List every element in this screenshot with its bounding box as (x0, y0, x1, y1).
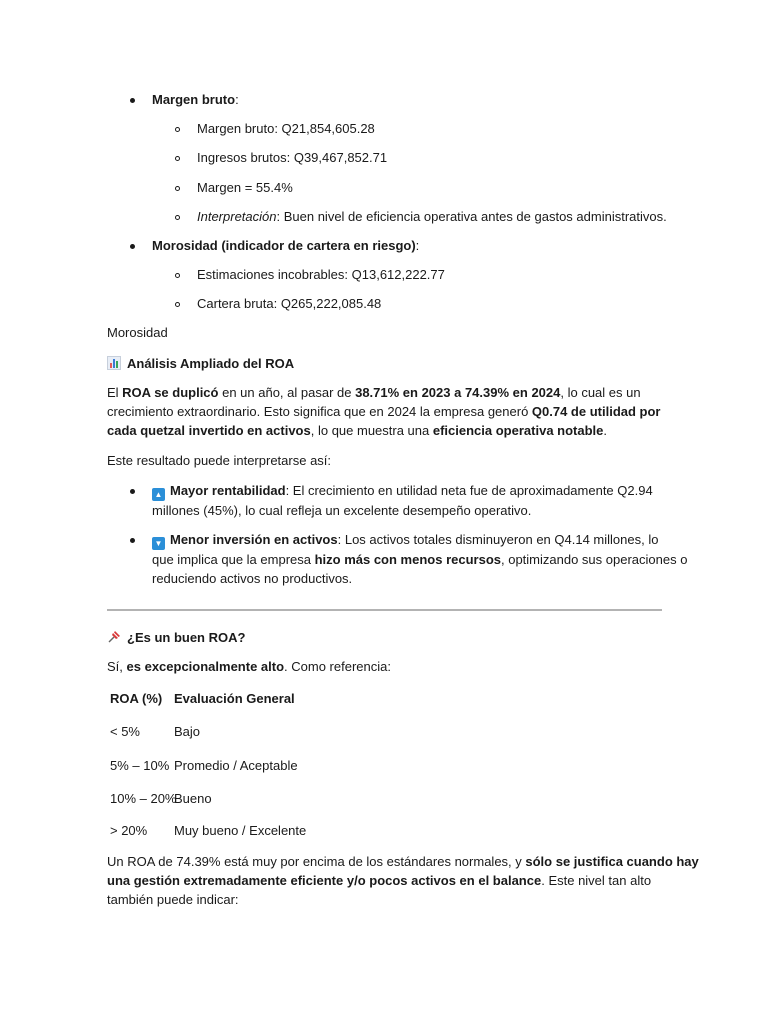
table-header-cell: ROA (%) (110, 691, 163, 706)
list-item: ▲ Mayor rentabilidad: El crecimiento en utilidad neta fue de aproximadamente Q2.94 millones (45%), lo cual refleja un excelente desempeño operativo. (152, 483, 653, 518)
analisis-paragraph: El ROA se duplicó en un año, al pasar de 38.71% en 2023 a 74.39% en 2024, lo cual es un crecimiento extraordinario. Esto significa que en 2024 la empresa generó Q0.74 de utilidad por cada quetzal invertido en activos, lo que muestra una eficiencia operativa notable. (107, 385, 661, 438)
buen-roa-paragraph: Sí, es excepcionalmente alto. Como referencia: (107, 659, 391, 674)
up-arrow-icon: ▲ (152, 488, 165, 501)
table-cell: > 20% (110, 823, 148, 838)
sub-bullet (175, 156, 180, 161)
list-item: Estimaciones incobrables: Q13,612,222.77 (197, 267, 445, 282)
analisis-heading: Análisis Ampliado del ROA (107, 354, 294, 373)
list-item: Interpretación: Buen nivel de eficiencia operativa antes de gastos administrativos. (197, 209, 667, 224)
bullet (130, 244, 135, 249)
sub-bullet (175, 127, 180, 132)
margen-heading: Margen bruto: (152, 92, 239, 107)
sub-bullet (175, 302, 180, 307)
final-paragraph: Un ROA de 74.39% está muy por encima de los estándares normales, y sólo se justifica cuando hay una gestión extremadamente eficiente y/o pocos activos en el balance. Este nivel tan alto también puede indicar: (107, 854, 699, 907)
table-header-cell: Evaluación General (174, 691, 295, 706)
analisis-intro: Este resultado puede interpretarse así: (107, 453, 332, 468)
table-cell: 5% – 10% (110, 758, 170, 773)
sub-bullet (175, 273, 180, 278)
divider (107, 609, 662, 611)
sub-bullet (175, 186, 180, 191)
morosidad-heading: Morosidad (indicador de cartera en riesgo): (152, 238, 420, 253)
bullet (130, 489, 135, 494)
bullet (130, 98, 135, 103)
list-item: Margen = 55.4% (197, 180, 293, 195)
bullet (130, 538, 135, 543)
table-cell: Bueno (174, 791, 212, 806)
bar-chart-icon (107, 356, 121, 370)
list-item: Cartera bruta: Q265,222,085.48 (197, 296, 382, 311)
table-cell: < 5% (110, 724, 140, 739)
list-item: Margen bruto: Q21,854,605.28 (197, 121, 375, 136)
table-cell: 10% – 20% (110, 791, 177, 806)
pushpin-icon (107, 630, 121, 644)
buen-roa-heading: ¿Es un buen ROA? (107, 628, 245, 647)
table-cell: Promedio / Aceptable (174, 758, 298, 773)
table-cell: Bajo (174, 724, 201, 739)
list-item: ▼ Menor inversión en activos: Los activos totales disminuyeron en Q4.14 millones, lo que implica que la empresa hizo más con menos recursos, optimizando sus operaciones o reduciendo activos no productivos. (152, 532, 688, 586)
sub-bullet (175, 215, 180, 220)
down-arrow-icon: ▼ (152, 537, 165, 550)
morosidad-label: Morosidad (107, 325, 168, 340)
list-item: Ingresos brutos: Q39,467,852.71 (197, 150, 388, 165)
table-cell: Muy bueno / Excelente (174, 823, 307, 838)
